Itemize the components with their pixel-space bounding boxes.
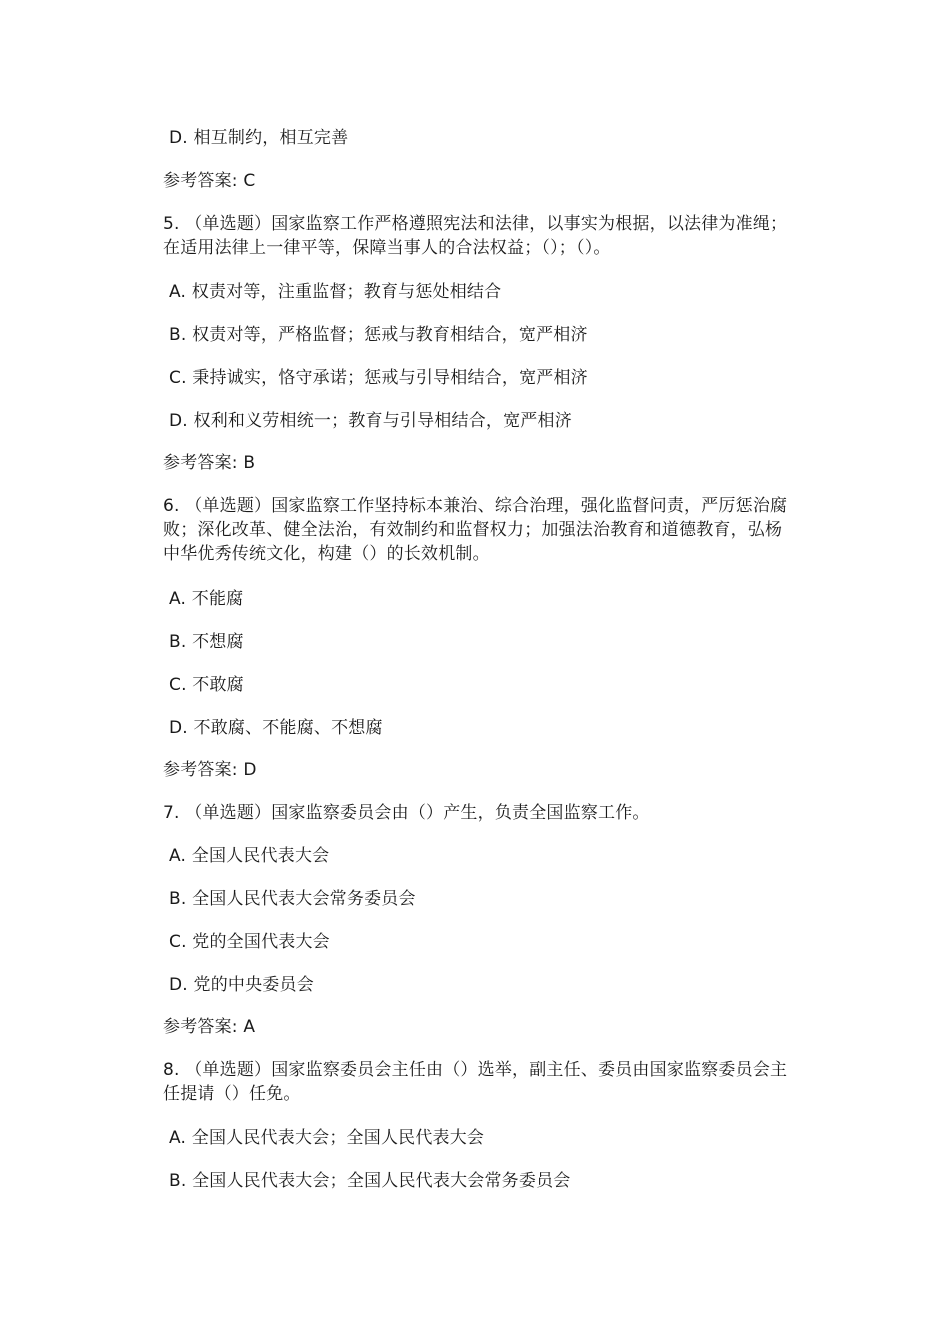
- q5-option-d: D. 权利和义劳相统一；教育与引导相结合，宽严相济: [169, 411, 572, 431]
- q6-option-d: D. 不敢腐、不能腐、不想腐: [169, 718, 383, 738]
- q5-answer: 参考答案: B: [163, 453, 256, 473]
- q7-answer: 参考答案: A: [163, 1017, 256, 1037]
- q5-option-a: A. 权责对等，注重监督；教育与惩处相结合: [169, 282, 502, 302]
- q4-option-d: D. 相互制约，相互完善: [169, 128, 349, 148]
- q6-stem: 6. （单选题）国家监察工作坚持标本兼治、综合治理，强化监督问责，严厉惩治腐败；深化改革、健全法治，有效制约和监督权力；加强法治教育和道德教育，弘杨中华优秀传统文化，构建（）的长效机制。: [163, 496, 788, 564]
- q5-option-b: B. 权责对等，严格监督；惩戒与教育相结合，宽严相济: [169, 325, 588, 345]
- q8-option-a: A. 全国人民代表大会；全国人民代表大会: [169, 1128, 485, 1148]
- q5-stem: 5. （单选题）国家监察工作严格遵照宪法和法律，以事实为根据，以法律为准绳；在适用法律上一律平等，保障当事人的合法权益；（）；（）。: [163, 214, 788, 258]
- q8-stem: 8. （单选题）国家监察委员会主任由（）选举，副主任、委员由国家监察委员会主任提请（）任免。: [163, 1060, 788, 1104]
- q7-option-d: D. 党的中央委员会: [169, 975, 314, 995]
- q7-option-a: A. 全国人民代表大会: [169, 846, 330, 866]
- q7-stem: 7. （单选题）国家监察委员会由（）产生，负责全国监察工作。: [163, 803, 650, 823]
- q4-answer: 参考答案: C: [163, 171, 256, 191]
- q7-option-c: C. 党的全国代表大会: [169, 932, 330, 952]
- q6-option-a: A. 不能腐: [169, 589, 244, 609]
- q5-option-c: C. 秉持诚实，恪守承诺；惩戒与引导相结合，宽严相济: [169, 368, 588, 388]
- q7-option-b: B. 全国人民代表大会常务委员会: [169, 889, 416, 909]
- q6-option-b: B. 不想腐: [169, 632, 244, 652]
- q6-option-c: C. 不敢腐: [169, 675, 244, 695]
- q8-option-b: B. 全国人民代表大会；全国人民代表大会常务委员会: [169, 1171, 571, 1191]
- q6-answer: 参考答案: D: [163, 760, 257, 780]
